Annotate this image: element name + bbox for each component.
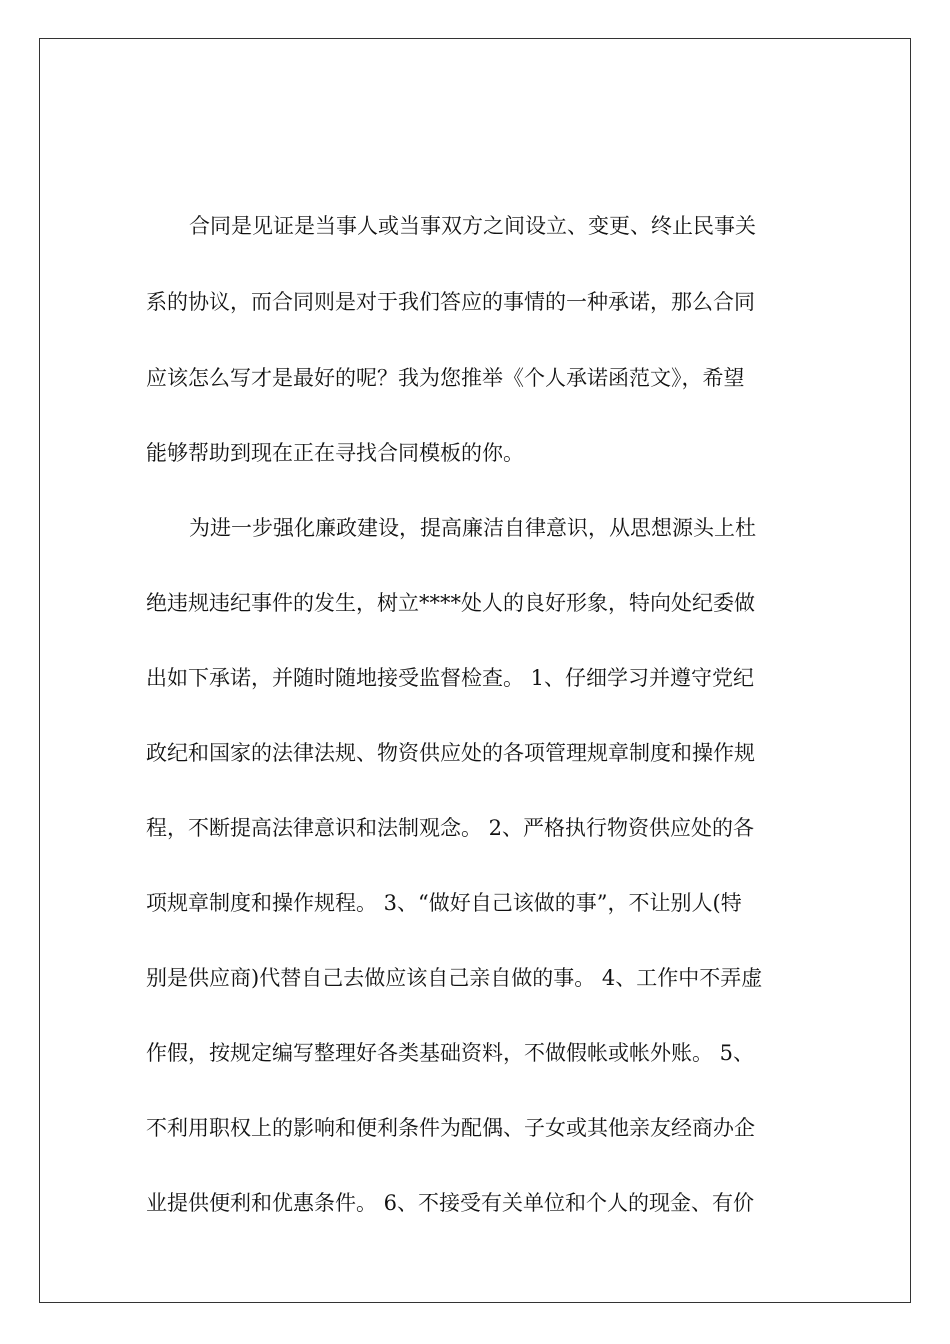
paragraph-1-line-1: 合同是见证是当事人或当事双方之间设立、变更、终止民事关 [189, 214, 756, 238]
paragraph-2-line-4: 政纪和国家的法律法规、物资供应处的各项管理规章制度和操作规 [146, 741, 755, 765]
paragraph-1-line-2: 系的协议，而合同则是对于我们答应的事情的一种承诺，那么合同 [146, 290, 755, 314]
paragraph-1-line-4: 能够帮助到现在正在寻找合同模板的你。 [146, 441, 524, 465]
paragraph-2-line-9: 不利用职权上的影响和便利条件为配偶、子女或其他亲友经商办企 [146, 1116, 755, 1140]
paragraph-2-line-5: 程，不断提高法律意识和法制观念。 2、严格执行物资供应处的各 [146, 816, 755, 840]
paragraph-1-line-3: 应该怎么写才是最好的呢？我为您推举《个人承诺函范文》，希望 [146, 366, 745, 390]
paragraph-2-line-7: 别是供应商)代替自己去做应该自己亲自做的事。 4、工作中不弄虚 [146, 966, 763, 990]
paragraph-2-line-8: 作假，按规定编写整理好各类基础资料，不做假帐或帐外账。 5、 [146, 1041, 755, 1065]
paragraph-2-line-3: 出如下承诺，并随时随地接受监督检查。 1、仔细学习并遵守党纪 [146, 666, 755, 690]
paragraph-2-line-6: 项规章制度和操作规程。 3、“做好自己该做的事”，不让别人(特 [146, 891, 742, 915]
paragraph-2-line-2: 绝违规违纪事件的发生，树立****处人的良好形象，特向处纪委做 [146, 591, 755, 615]
paragraph-2-line-10: 业提供便利和优惠条件。 6、不接受有关单位和个人的现金、有价 [146, 1191, 755, 1215]
paragraph-2-line-1: 为进一步强化廉政建设，提高廉洁自律意识，从思想源头上杜 [189, 516, 756, 540]
